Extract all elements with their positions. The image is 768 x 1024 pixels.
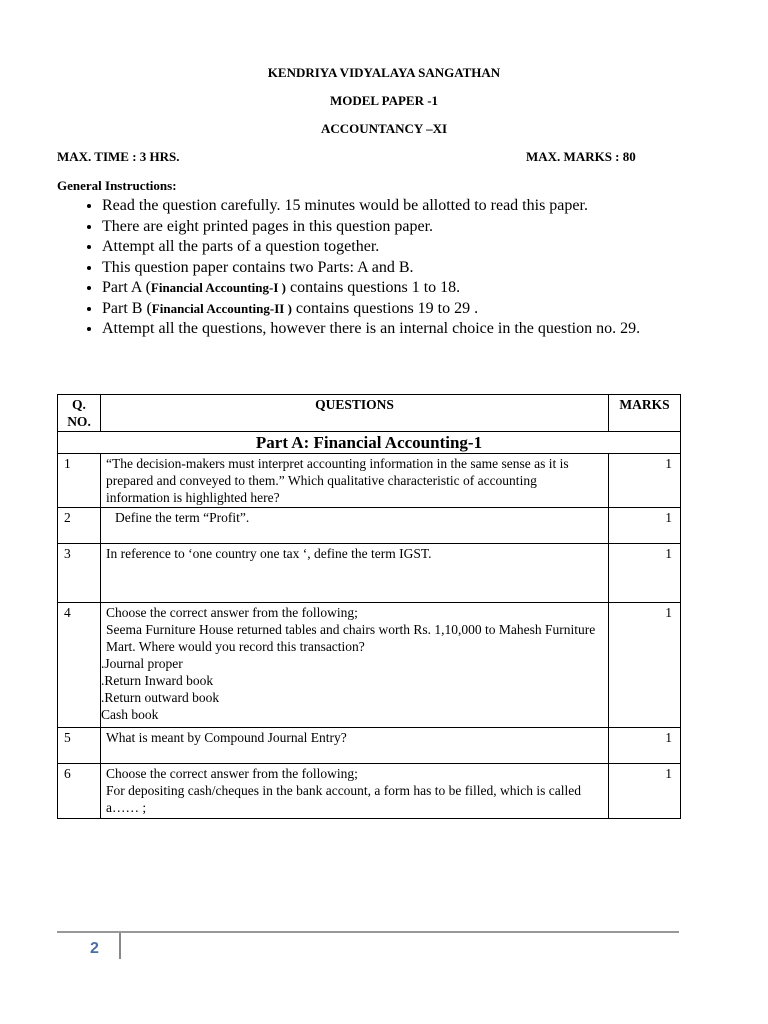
instruction-text: contains questions 1 to 18. [285, 279, 461, 296]
option-item: .Return Inward book [101, 673, 214, 688]
instructions-list [80, 196, 702, 340]
table-header-row [58, 395, 681, 432]
instruction-text: Part A ( [102, 279, 151, 296]
option-item: Cash book [101, 707, 159, 722]
question-text: Choose the correct answer from the following; [106, 766, 358, 781]
part-row [58, 432, 681, 454]
instruction-item: • Attempt all the questions, however there is an internal choice in the question no. 29. [102, 319, 702, 340]
page-number: 2 [90, 940, 99, 957]
paper-title: MODEL PAPER -1 [329, 93, 439, 108]
instruction-item [102, 299, 702, 320]
question-text: For depositing cash/cheques in the bank account, a form has to be filled, which is called a…… ; [106, 783, 581, 815]
footer-separator [119, 933, 121, 959]
question-number: 4 [58, 603, 101, 728]
question-cell [101, 603, 609, 728]
subject-title: ACCOUNTANCY –XI [320, 121, 448, 136]
option-item: .Return outward book [101, 690, 220, 705]
instruction-item [102, 278, 702, 299]
question-marks: 1 [609, 454, 681, 508]
question-number: 3 [58, 544, 101, 603]
header-marks: MARKS [609, 395, 681, 432]
question-text: In reference to ‘one country one tax ‘, define the term IGST. [101, 544, 609, 603]
instruction-item: • This question paper contains two Parts: A and B. [102, 258, 702, 279]
instruction-text: Part B ( [102, 299, 152, 317]
table-row [58, 728, 681, 764]
table-row [58, 544, 681, 603]
org-title: KENDRIYA VIDYALAYA SANGATHAN [267, 65, 501, 80]
instruction-item: • Read the question carefully. 15 minutes would be allotted to read this paper. [102, 196, 702, 217]
max-marks: MAX. MARKS : 80 [526, 149, 636, 164]
question-text: What is meant by Compound Journal Entry? [101, 728, 609, 764]
table-row [58, 764, 681, 819]
header-questions: QUESTIONS [101, 395, 609, 432]
part-a-heading: Part A: Financial Accounting-1 [58, 432, 681, 454]
question-number: 1 [58, 454, 101, 508]
question-cell [101, 764, 609, 819]
table-row [58, 603, 681, 728]
header-qno: Q. NO. [58, 395, 101, 432]
instructions-title: General Instructions: [57, 178, 177, 193]
instruction-bold: Financial Accounting-I ) [150, 280, 286, 295]
instruction-item: • Attempt all the parts of a question together. [102, 237, 702, 258]
footer-divider [57, 931, 679, 933]
question-text: Choose the correct answer from the following; [106, 605, 358, 620]
question-number: 6 [58, 764, 101, 819]
question-text: Seema Furniture House returned tables and chairs worth Rs. 1,10,000 to Mahesh Furniture Mart. Where would you record this transaction? [106, 622, 596, 654]
instruction-bold: Financial Accounting-II ) [151, 300, 292, 316]
table-row [58, 508, 681, 544]
question-text: “The decision-makers must interpret accounting information in the same sense as it is prepared and conveyed to them.” Which qualitative characteristic of accounting information is highlighted here? [101, 454, 609, 508]
question-number: 2 [58, 508, 101, 544]
table-row [58, 454, 681, 508]
instruction-item: • There are eight printed pages in this question paper. [102, 217, 702, 238]
question-marks: 1 [609, 764, 681, 819]
question-marks: 1 [609, 728, 681, 764]
question-text: Define the term “Profit”. [101, 508, 609, 544]
question-marks: 1 [609, 544, 681, 603]
max-time: MAX. TIME : 3 HRS. [57, 149, 180, 164]
option-item: .Journal proper [101, 656, 183, 671]
question-marks: 1 [609, 508, 681, 544]
instruction-text: contains questions 19 to 29 . [291, 299, 479, 317]
question-marks: 1 [609, 603, 681, 728]
question-number: 5 [58, 728, 101, 764]
questions-table [57, 394, 681, 819]
